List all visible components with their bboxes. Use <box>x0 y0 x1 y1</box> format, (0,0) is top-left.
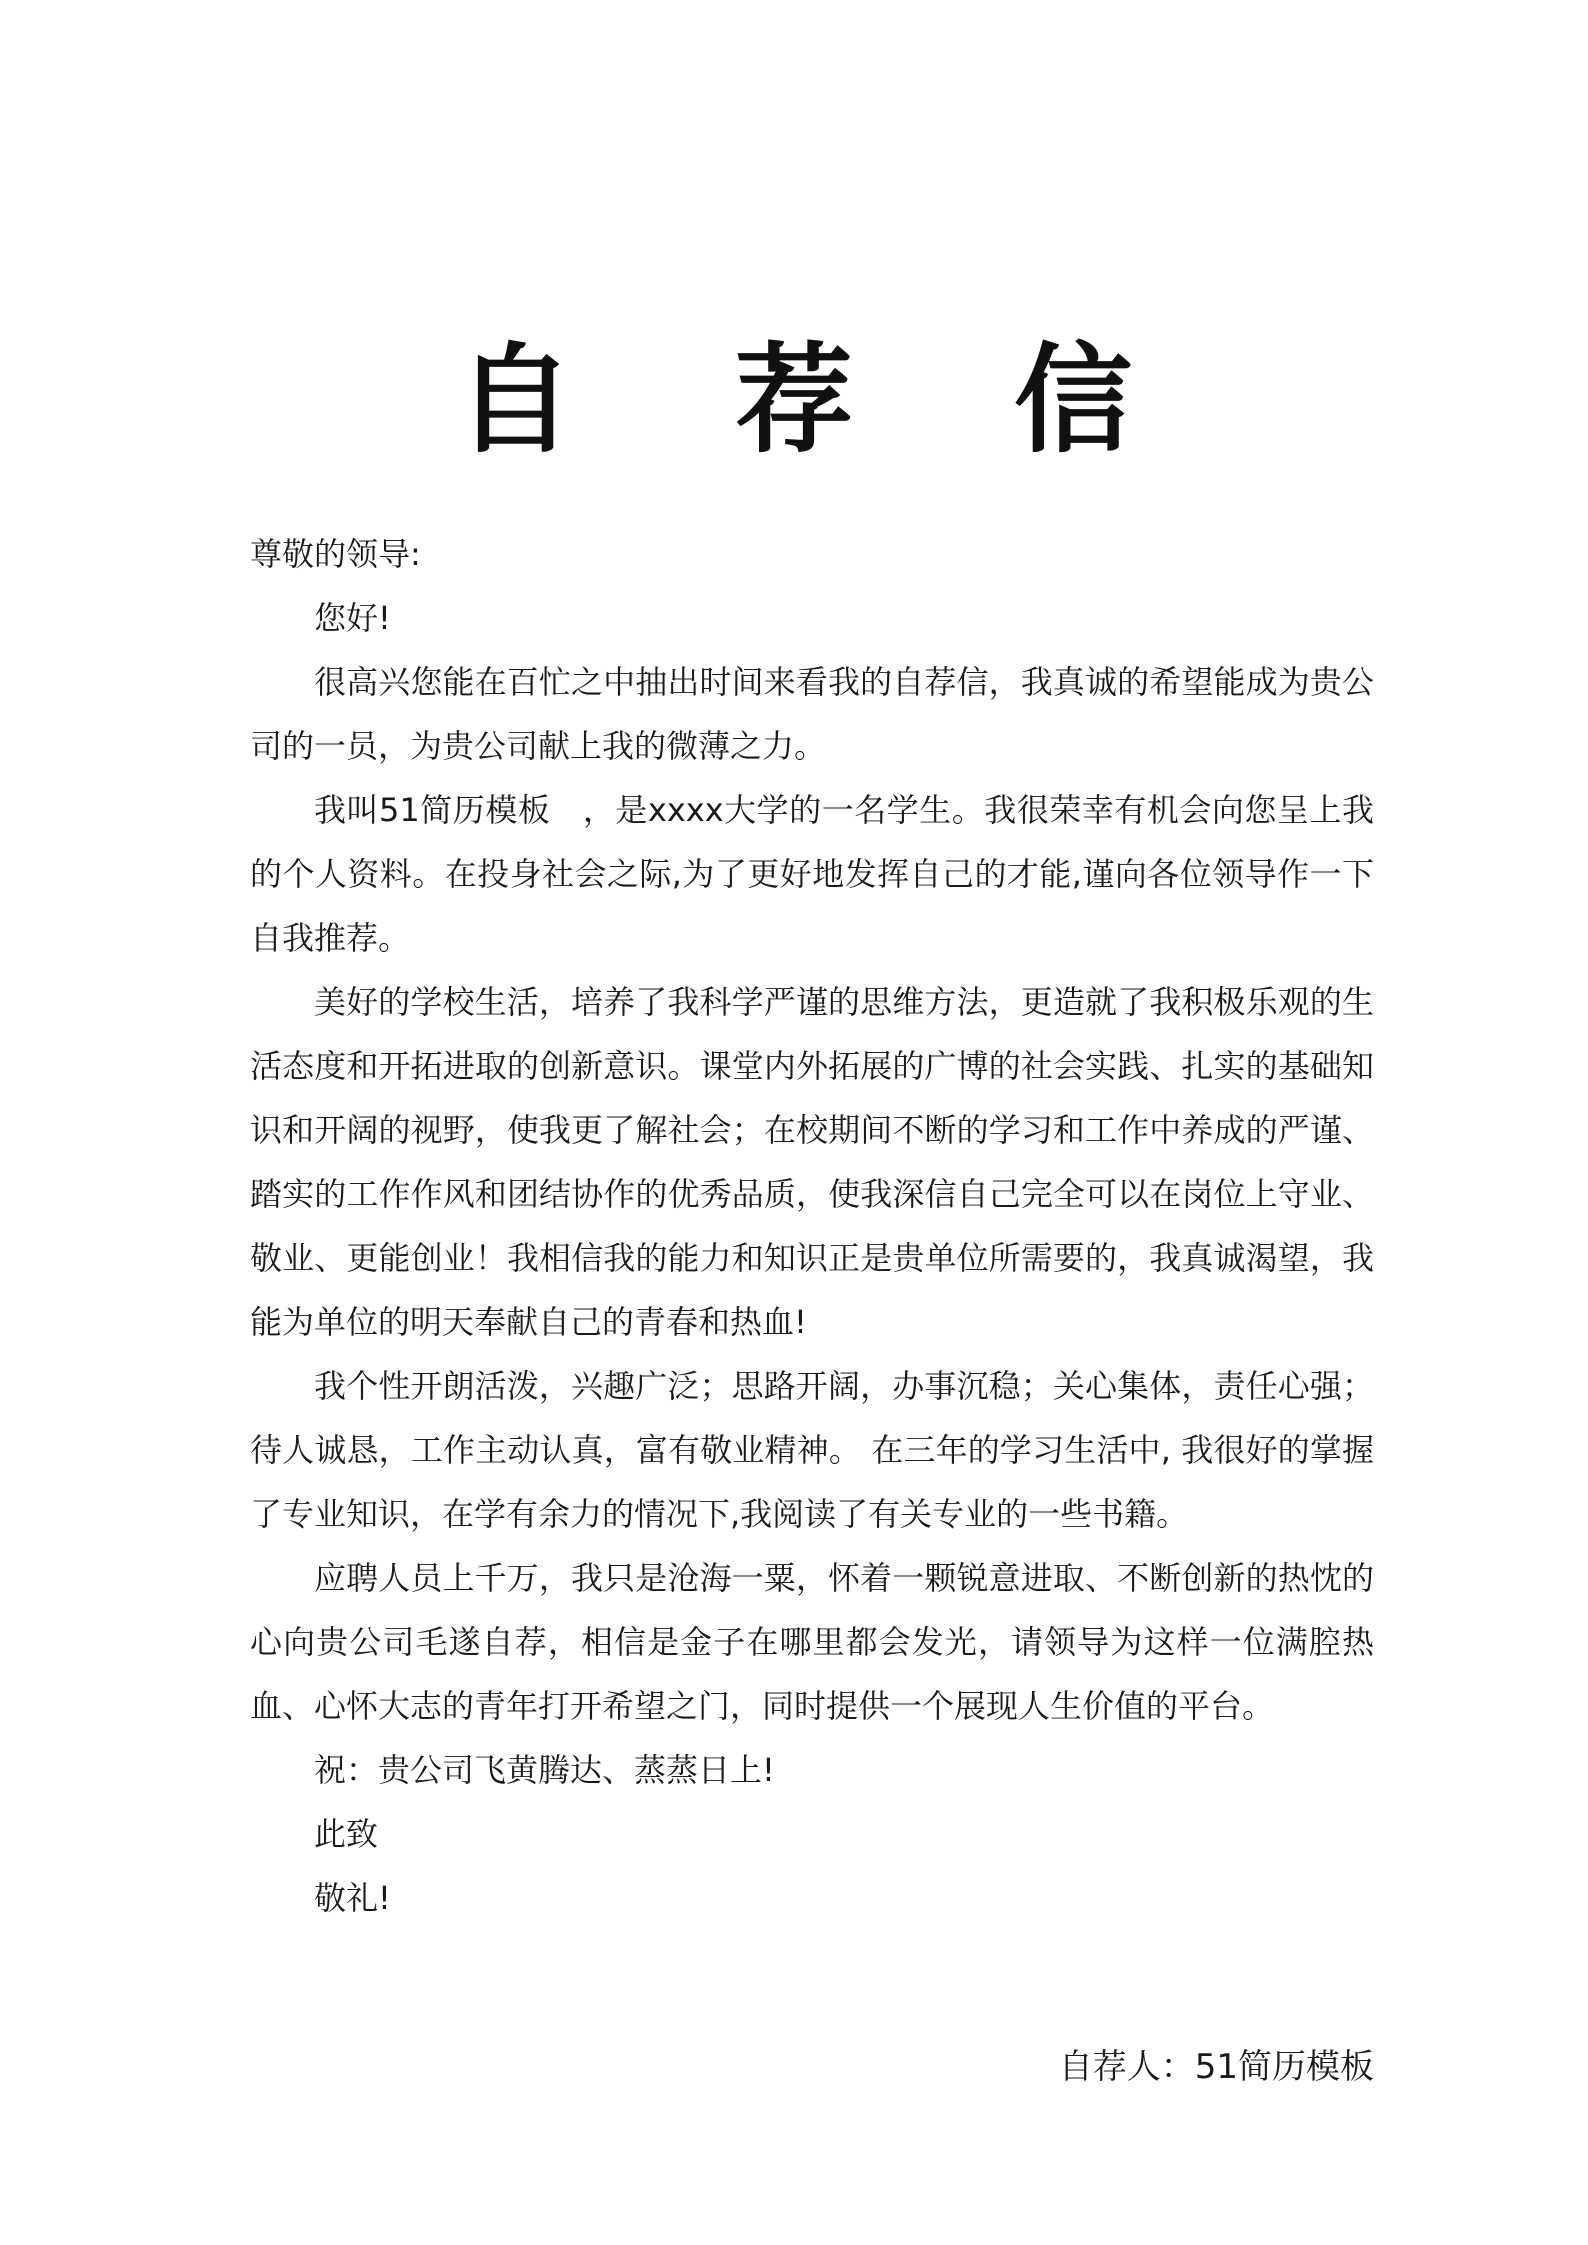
document-title: 自 荐 信 <box>455 331 1193 469</box>
closing-line-2: 敬礼! <box>314 1879 391 1917</box>
letter-body <box>250 522 1374 1930</box>
salutation: 尊敬的领导: <box>250 535 421 573</box>
paragraph-self-introduction: 我叫51简历模板 ，是xxxx大学的一名学生。我很荣幸有机会向您呈上我的个人资料。在投身社会之际,为了更好地发挥自己的才能,谨向各位领导作一下自我推荐。 <box>250 791 1374 957</box>
paragraph-personality: 我个性开朗活泼，兴趣广泛；思路开阔，办事沉稳；关心集体，责任心强；待人诚恳，工作主动认真，富有敬业精神。 在三年的学习生活中, 我很好的掌握了专业知识，在学有余力的情况下,我阅读了有关专业的一些书籍。 <box>250 1367 1374 1533</box>
paragraph-intro: 很高兴您能在百忙之中抽出时间来看我的自荐信，我真诚的希望能成为贵公司的一员，为贵公司献上我的微薄之力。 <box>250 663 1374 765</box>
greeting: 您好! <box>314 599 391 637</box>
paragraph-application: 应聘人员上千万，我只是沧海一粟，怀着一颗锐意进取、不断创新的热忱的心向贵公司毛遂自荐，相信是金子在哪里都会发光，请领导为这样一位满腔热血、心怀大志的青年打开希望之门，同时提供一个展现人生价值的平台。 <box>250 1559 1374 1725</box>
paragraph-school-life: 美好的学校生活，培养了我科学严谨的思维方法，更造就了我积极乐观的生活态度和开拓进取的创新意识。课堂内外拓展的广博的社会实践、扎实的基础知识和开阔的视野，使我更了解社会；在校期间不断的学习和工作中养成的严谨、踏实的工作作风和团结协作的优秀品质，使我深信自己完全可以在岗位上守业、敬业、更能创业！我相信我的能力和知识正是贵单位所需要的，我真诚渴望，我能为单位的明天奉献自己的青春和热血! <box>250 983 1374 1341</box>
wish-line: 祝：贵公司飞黄腾达、蒸蒸日上! <box>314 1751 775 1789</box>
signature: 自荐人：51简历模板 <box>1058 2047 1374 2087</box>
closing-line-1: 此致 <box>314 1815 379 1853</box>
